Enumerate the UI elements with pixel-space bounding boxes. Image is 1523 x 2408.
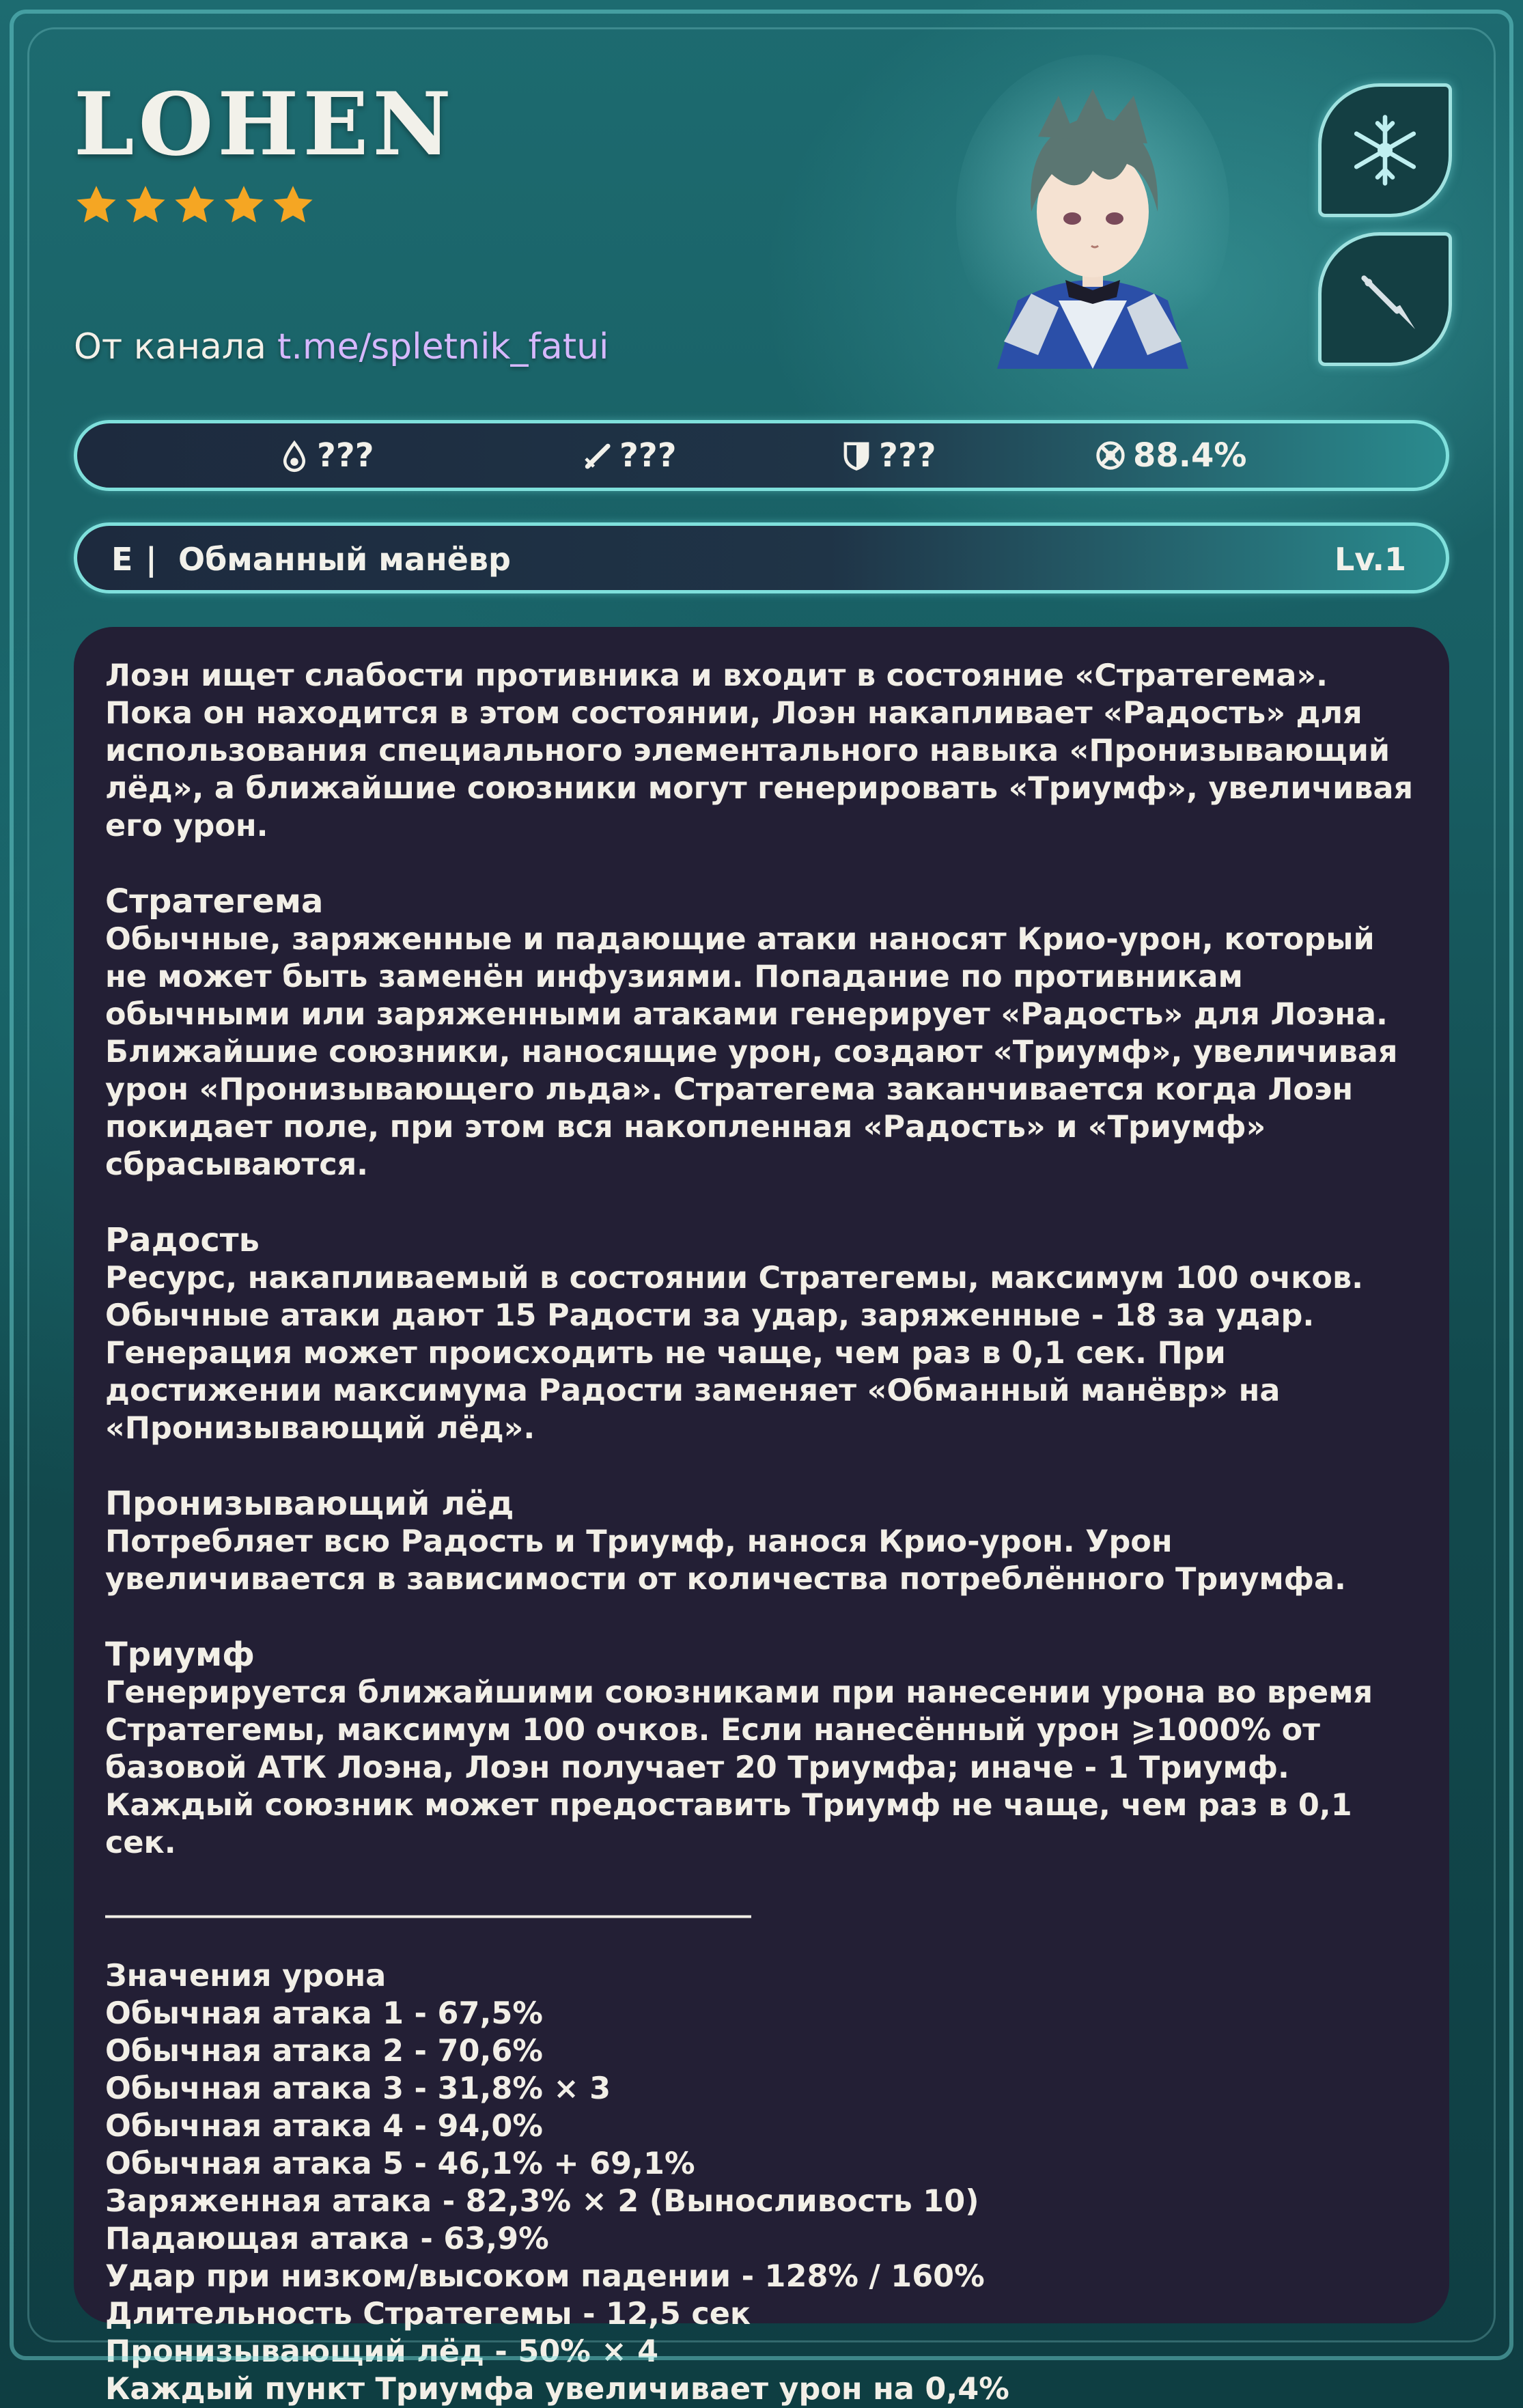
atk-sword-icon [581, 440, 613, 471]
damage-value-row: Обычная атака 1 - 67,5% [105, 1996, 543, 2031]
damage-value-row: Обычная атака 5 - 46,1% + 69,1% [105, 2146, 695, 2181]
skill-level: Lv.1 [1334, 541, 1406, 578]
star-icon [123, 183, 168, 228]
skill-bar [74, 522, 1449, 593]
damage-value-row: Заряженная атака - 82,3% × 2 (Выносливость 10) [105, 2184, 979, 2219]
stat-value: 88.4% [1133, 436, 1247, 475]
crit-icon [1095, 440, 1126, 471]
damage-value-row: Обычная атака 4 - 94,0% [105, 2109, 543, 2144]
section-heading: Стратегема [105, 882, 324, 921]
polearm-weapon-badge [1318, 232, 1452, 366]
stat-def [841, 423, 936, 488]
channel-link[interactable]: t.me/spletnik_fatui [277, 326, 609, 367]
damage-value-row: Падающая атака - 63,9% [105, 2222, 549, 2256]
damage-value-row: Длительность Стратегемы - 12,5 сек [105, 2297, 751, 2332]
stat-value: ??? [619, 436, 677, 475]
section-text: Генерируется ближайшими союзниками при нанесении урона во время Стратегемы, максимум 100 очков. Если нанесённый урон ⩾1000% от базовой АТК Лоэна, Лоэн получает 20 Триумфа; иначе - 1 Триумф. Каждый союзник может предоставить Триумф не чаще, чем раз в 0,1 сек. [105, 1675, 1373, 1860]
cryo-icon [1347, 113, 1423, 188]
divider-line: _____________________________________________ [105, 1884, 751, 1918]
section-heading: Радость [105, 1221, 260, 1259]
damage-value-row: Обычная атака 3 - 31,8% × 3 [105, 2071, 611, 2106]
character-name: LOHEN [74, 74, 456, 175]
section-heading: Пронизывающий лёд [105, 1485, 514, 1523]
skill-key: E [111, 541, 133, 578]
portrait-illustration [956, 55, 1229, 369]
skill-separator: | [145, 541, 157, 578]
stat-value: ??? [879, 436, 936, 475]
cryo-element-badge [1318, 83, 1452, 217]
channel-prefix: От канала [74, 326, 266, 367]
rarity-stars [74, 183, 316, 231]
damage-value-row: Обычная атака 2 - 70,6% [105, 2034, 543, 2069]
damage-value-row: Каждый пункт Триумфа увеличивает урон на 0,4% [105, 2372, 1009, 2407]
section-heading: Триумф [105, 1636, 255, 1674]
stat-crit [1095, 423, 1247, 488]
damage-values-list [105, 1995, 1418, 2408]
star-icon [270, 183, 316, 228]
description-panel [74, 627, 1449, 2407]
damage-value-row: Пронизывающий лёд - 50% × 4 [105, 2334, 659, 2369]
skill-name: Обманный манёвр [178, 541, 511, 578]
stats-bar [74, 420, 1449, 491]
star-icon [74, 183, 119, 228]
hp-drop-icon [279, 440, 310, 471]
description-intro: Лоэн ищет слабости противника и входит в состояние «Стратегема». Пока он находится в этом состоянии, Лоэн накапливает «Радость» для использования специального элементального навыка «Пронизывающий лёд», а ближайшие союзники могут генерировать «Триумф», увеличивая его урон. [105, 658, 1414, 843]
star-icon [221, 183, 266, 228]
section-text: Потребляет всю Радость и Триумф, нанося Крио-урон. Урон увеличивается в зависимости от количества потреблённого Триумфа. [105, 1524, 1346, 1597]
stat-atk [581, 423, 677, 488]
stat-value: ??? [317, 436, 374, 475]
stat-hp [279, 423, 374, 488]
def-shield-icon [841, 440, 872, 471]
section-text: Обычные, заряженные и падающие атаки наносят Крио-урон, который не может быть заменён инфузиями. Попадание по противникам обычными или заряженными атаками генерирует «Радость» для Лоэна. Ближайшие союзники, наносящие урон, создают «Триумф», увеличивая урон «Пронизывающего льда». Стратегема заканчивается когда Лоэн покидает поле, при этом вся накопленная «Радость» и «Триумф» сбрасываются. [105, 922, 1398, 1182]
polearm-icon [1347, 262, 1423, 337]
damage-value-row: Удар при низком/высоком падении - 128% / 160% [105, 2259, 985, 2294]
character-avatar [956, 55, 1229, 369]
star-icon [172, 183, 217, 228]
channel-credit [74, 326, 609, 367]
values-heading: Значения урона [105, 1959, 387, 1993]
section-text: Ресурс, накапливаемый в состоянии Стратегемы, максимум 100 очков. Обычные атаки дают 15 Радости за удар, заряженные - 18 за удар. Генерация может происходить не чаще, чем раз в 0,1 сек. При достижении максимума Радости заменяет «Обманный манёвр» на «Пронизывающий лёд». [105, 1261, 1364, 1446]
